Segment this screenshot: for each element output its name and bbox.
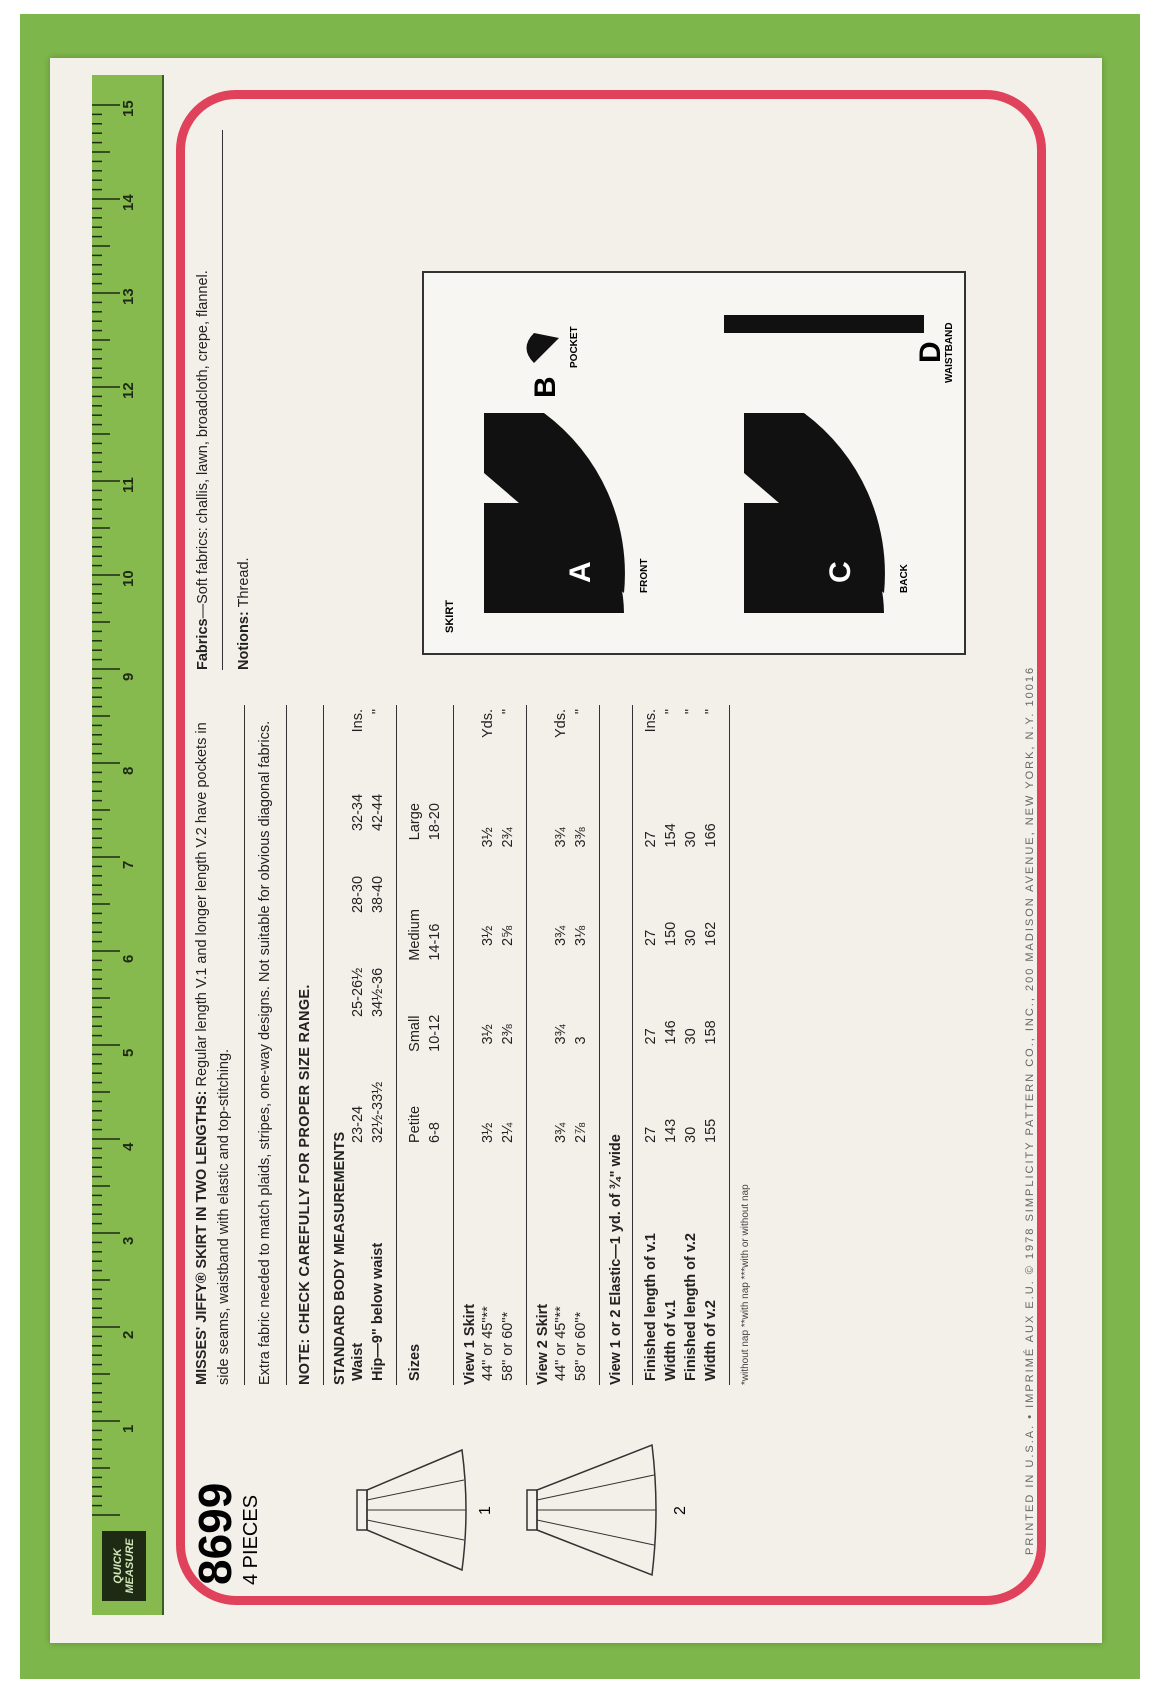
size-range-note: NOTE: CHECK CAREFULLY FOR PROPER SIZE RANGE. bbox=[297, 984, 314, 1385]
divider bbox=[323, 705, 324, 1385]
elastic-note: View 1 or 2 Elastic—1 yd. of ¾" wide bbox=[608, 1134, 625, 1385]
ruler-number: 8 bbox=[120, 766, 137, 775]
cell-value: 2¾ bbox=[500, 827, 517, 848]
measurement-row bbox=[368, 705, 388, 1385]
cell-value: 32-34 bbox=[350, 793, 367, 832]
view1-yardage-table bbox=[478, 705, 518, 1385]
view2-label: 2 bbox=[672, 1506, 689, 1515]
cell-value: 3¾ bbox=[553, 827, 570, 848]
row-label: Hip—9" below waist bbox=[370, 1242, 387, 1381]
printed-in-line: PRINTED IN U.S.A. • IMPRIMÉ AUX E.U. © 1978 SIMPLICITY PATTERN CO., INC., 200 MADISON AVENUE, NEW YORK, N.Y. 10016 bbox=[1024, 665, 1036, 1555]
piece-letter-a: A bbox=[564, 561, 597, 583]
cell-value: 155 bbox=[703, 1118, 720, 1143]
cell-value: 2⅜ bbox=[500, 1024, 517, 1045]
piece-letter-b: B bbox=[529, 376, 562, 398]
yardage-row bbox=[551, 705, 571, 1385]
ruler-number: 7 bbox=[120, 860, 137, 869]
cell-value: 2⅝ bbox=[500, 925, 517, 946]
divider bbox=[222, 130, 223, 670]
pattern-pieces-drawing bbox=[424, 273, 964, 653]
divider bbox=[396, 705, 397, 1385]
row-label: Waist bbox=[350, 1342, 367, 1381]
notions-text: Thread. bbox=[236, 557, 253, 612]
sizes-label: Sizes bbox=[407, 1343, 424, 1381]
view2-yardage-table bbox=[551, 705, 591, 1385]
ruler-number: 5 bbox=[120, 1048, 137, 1057]
cell-value: 3¾ bbox=[553, 1122, 570, 1143]
view1-illustration bbox=[352, 1435, 472, 1585]
cell-value: 3⅜ bbox=[573, 827, 590, 848]
ruler-number: 11 bbox=[120, 477, 137, 493]
cell-value: 28-30 bbox=[350, 875, 367, 914]
unit: " bbox=[683, 709, 700, 715]
fabrics-label: Fabrics bbox=[195, 618, 211, 670]
fabrics-line bbox=[192, 130, 214, 670]
size-range: 18-20 bbox=[427, 803, 444, 841]
unit: " bbox=[500, 709, 517, 715]
yardage-row bbox=[478, 705, 498, 1385]
divider bbox=[453, 705, 454, 1385]
size-range: 14-16 bbox=[427, 923, 444, 961]
row-label: 44" or 45"** bbox=[553, 1306, 570, 1381]
measurements-header: STANDARD BODY MEASUREMENTS bbox=[332, 1131, 349, 1385]
view1-label: 1 bbox=[477, 1506, 494, 1515]
cell-value: 42-44 bbox=[370, 793, 387, 832]
row-label: 44" or 45"** bbox=[480, 1306, 497, 1381]
diagram-skirt-label: SKIRT bbox=[444, 600, 456, 633]
piece-label-pocket: POCKET bbox=[569, 326, 580, 368]
row-label: Finished length of v.2 bbox=[683, 1233, 700, 1381]
cell-value: 38-40 bbox=[370, 875, 387, 914]
ruler-number: 15 bbox=[120, 100, 137, 117]
finished-row bbox=[641, 705, 661, 1385]
view2-illustration bbox=[522, 1435, 662, 1585]
pattern-piece-diagram bbox=[422, 271, 966, 655]
divider bbox=[632, 705, 633, 1385]
description bbox=[192, 705, 236, 1385]
unit: " bbox=[663, 709, 680, 715]
cell-value: 23-24 bbox=[350, 1105, 367, 1143]
finished-measurements-table bbox=[641, 705, 721, 1385]
cell-value: 30 bbox=[683, 929, 700, 946]
view2-skirt-header: View 2 Skirt bbox=[535, 1303, 552, 1385]
sizes-row bbox=[405, 705, 425, 1385]
fabrics-text: —Soft fabrics: challis, lawn, broadcloth, crepe, flannel. bbox=[195, 270, 211, 619]
cell-value: 2⅞ bbox=[573, 1122, 590, 1143]
divider bbox=[244, 705, 245, 1385]
piece-label-waistband: WAISTBAND bbox=[944, 322, 955, 383]
fabrics-block bbox=[192, 130, 256, 670]
cell-value: 3½ bbox=[480, 827, 497, 848]
ruler-ticks bbox=[92, 75, 162, 1615]
cell-value: 3 bbox=[573, 1036, 590, 1045]
cell-value: 2¼ bbox=[500, 1122, 517, 1143]
pattern-number: 8699 bbox=[189, 1482, 241, 1585]
unit: " bbox=[703, 709, 720, 715]
ruler-number: 2 bbox=[120, 1330, 137, 1339]
size-range: 6-8 bbox=[427, 1122, 444, 1143]
ruler-number: 13 bbox=[120, 288, 137, 305]
cell-value: 166 bbox=[703, 823, 720, 848]
notions-line bbox=[233, 130, 255, 670]
cell-value: 3½ bbox=[480, 1122, 497, 1143]
yardage-row bbox=[571, 705, 591, 1385]
pattern-id bbox=[189, 1482, 263, 1585]
description-text: Regular length V.1 and longer length V.2 have pockets in side seams, waistband with elastic and top-stitching. bbox=[194, 722, 232, 1385]
pattern-back bbox=[92, 75, 1052, 1615]
finished-row bbox=[701, 705, 721, 1385]
piece-letter-d: D bbox=[914, 341, 947, 363]
quick-measure-ruler bbox=[92, 75, 164, 1615]
cell-value: 3½ bbox=[480, 925, 497, 946]
ruler-number: 9 bbox=[120, 672, 137, 681]
size-name: Medium bbox=[407, 909, 424, 961]
cell-value: 32½-33½ bbox=[370, 1081, 387, 1143]
cell-value: 25-26½ bbox=[350, 967, 367, 1018]
unit: Yds. bbox=[480, 709, 497, 739]
cell-value: 27 bbox=[643, 831, 660, 848]
ruler-number: 12 bbox=[120, 382, 137, 399]
finished-row bbox=[661, 705, 681, 1385]
cell-value: 146 bbox=[663, 1020, 680, 1045]
ruler-number: 4 bbox=[120, 1142, 137, 1151]
ruler-number: 3 bbox=[120, 1236, 137, 1245]
cell-value: 3¾ bbox=[553, 1024, 570, 1045]
cell-value: 30 bbox=[683, 1028, 700, 1045]
row-label: Finished length of v.1 bbox=[643, 1233, 660, 1381]
footnotes: *without nap **with nap ***with or without nap bbox=[740, 1184, 752, 1385]
piece-letter-c: C bbox=[824, 561, 857, 583]
pieces-count: 4 PIECES bbox=[240, 1494, 262, 1585]
divider bbox=[526, 705, 527, 1385]
size-range: 10-12 bbox=[427, 1014, 444, 1052]
size-name: Large bbox=[407, 803, 424, 841]
yardage-row bbox=[498, 705, 518, 1385]
size-range-row bbox=[425, 705, 445, 1385]
cell-value: 34½-36 bbox=[370, 967, 387, 1018]
divider bbox=[286, 705, 287, 1385]
cell-value: 162 bbox=[703, 921, 720, 946]
sizes-table bbox=[405, 705, 445, 1385]
unit: Ins. bbox=[350, 709, 367, 733]
notions-label: Notions: bbox=[236, 611, 253, 670]
ruler-badge-bottom: MEASURE bbox=[124, 1538, 136, 1594]
ruler-badge-top: QUICK bbox=[111, 1548, 124, 1584]
unit: " bbox=[573, 709, 590, 715]
cell-value: 30 bbox=[683, 1126, 700, 1143]
size-name: Petite bbox=[407, 1105, 424, 1143]
unit: " bbox=[370, 709, 387, 715]
cell-value: 27 bbox=[643, 1126, 660, 1143]
measurements-table bbox=[348, 705, 388, 1385]
cell-value: 30 bbox=[683, 831, 700, 848]
cell-value: 154 bbox=[663, 823, 680, 848]
finished-row bbox=[681, 705, 701, 1385]
cell-value: 143 bbox=[663, 1118, 680, 1143]
cell-value: 3¾ bbox=[553, 925, 570, 946]
piece-d-shape bbox=[724, 315, 924, 333]
cell-value: 3⅛ bbox=[573, 925, 590, 946]
description-title: MISSES' JIFFY® SKIRT IN TWO LENGTHS: bbox=[194, 1090, 210, 1385]
extra-fabric-note: Extra fabric needed to match plaids, stripes, one-way designs. Not suitable for obvious diagonal fabrics. bbox=[256, 720, 273, 1385]
cell-value: 158 bbox=[703, 1020, 720, 1045]
row-label: Width of v.1 bbox=[663, 1300, 680, 1381]
row-label: 58" or 60"* bbox=[500, 1311, 517, 1381]
cell-value: 150 bbox=[663, 921, 680, 946]
view1-skirt-header: View 1 Skirt bbox=[462, 1303, 479, 1385]
ruler-number: 14 bbox=[120, 194, 137, 211]
piece-label-back: BACK bbox=[899, 564, 910, 593]
cell-value: 3½ bbox=[480, 1024, 497, 1045]
divider bbox=[729, 705, 730, 1385]
main-info bbox=[192, 705, 751, 1385]
unit: Yds. bbox=[553, 709, 570, 739]
piece-label-front: FRONT bbox=[639, 558, 650, 593]
ruler-number: 6 bbox=[120, 954, 137, 963]
unit: Ins. bbox=[643, 709, 660, 733]
cell-value: 27 bbox=[643, 1028, 660, 1045]
piece-b-shape bbox=[527, 333, 560, 363]
ruler-number: 1 bbox=[120, 1424, 137, 1433]
ruler-number: 10 bbox=[120, 570, 137, 587]
divider bbox=[599, 705, 600, 1385]
row-label: Width of v.2 bbox=[703, 1300, 720, 1381]
row-label: 58" or 60"* bbox=[573, 1311, 590, 1381]
cell-value: 27 bbox=[643, 929, 660, 946]
measurement-row bbox=[348, 705, 368, 1385]
size-name: Small bbox=[407, 1015, 424, 1052]
